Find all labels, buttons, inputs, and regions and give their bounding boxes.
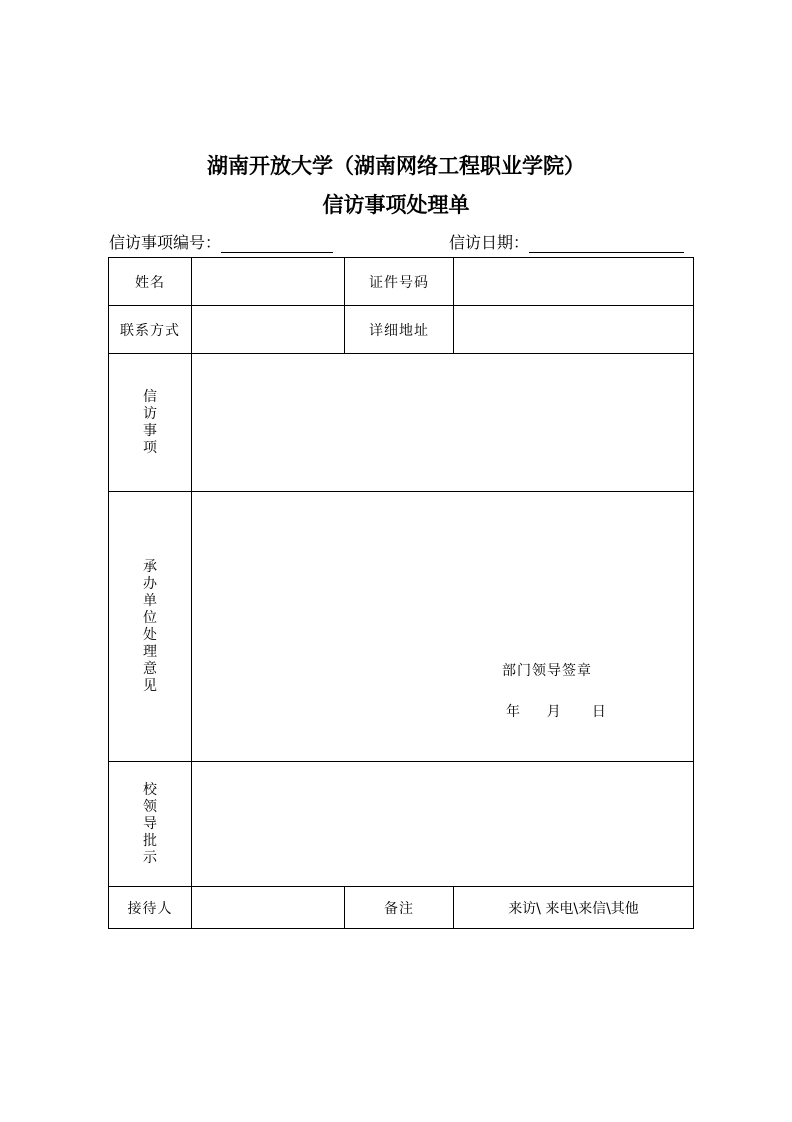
id-number-value-cell[interactable] xyxy=(454,258,694,306)
dept-opinion-label-cell xyxy=(109,492,192,762)
table-row xyxy=(109,762,694,887)
table-row xyxy=(109,492,694,762)
contact-label: 联系方式 xyxy=(109,306,192,354)
dept-leader-signature-label: 部门领导签章 xyxy=(502,663,592,679)
date-day: 日 xyxy=(591,704,606,720)
document-title: 湖南开放大学（湖南网络工程职业学院） xyxy=(207,153,585,178)
date-year: 年 xyxy=(506,704,520,720)
table-row xyxy=(109,354,694,492)
id-number-label: 证件号码 xyxy=(345,258,454,306)
dept-opinion-value-cell[interactable] xyxy=(192,492,694,762)
table-row xyxy=(109,887,694,929)
petition-matter-label: 信访事项 xyxy=(143,388,157,456)
receiver-label: 接待人 xyxy=(109,887,192,929)
dept-sign-date xyxy=(506,701,606,721)
table-row xyxy=(109,306,694,354)
dept-opinion-label: 承办单位处理意见 xyxy=(143,558,157,694)
document-subtitle: 信访事项处理单 xyxy=(322,192,470,217)
petition-date-field xyxy=(449,230,684,253)
receiver-value-cell[interactable] xyxy=(192,887,345,929)
petition-number-blank[interactable] xyxy=(221,234,333,253)
remark-label: 备注 xyxy=(345,887,454,929)
name-value-cell[interactable] xyxy=(192,258,345,306)
leader-instruction-label-cell xyxy=(109,762,192,887)
date-month: 月 xyxy=(546,704,561,720)
petition-date-label: 信访日期： xyxy=(449,233,530,252)
petition-date-blank[interactable] xyxy=(529,234,684,253)
remark-value: 来访\ 来电\来信\其他 xyxy=(454,887,694,929)
name-label: 姓名 xyxy=(109,258,192,306)
leader-instruction-value-cell[interactable] xyxy=(192,762,694,887)
petition-form-table xyxy=(108,257,694,929)
petition-matter-value-cell[interactable] xyxy=(192,354,694,492)
petition-number-label: 信访事项编号： xyxy=(109,233,222,252)
leader-instruction-label: 校领导批示 xyxy=(143,781,157,866)
contact-value-cell[interactable] xyxy=(192,306,345,354)
table-row xyxy=(109,258,694,306)
address-value-cell[interactable] xyxy=(454,306,694,354)
petition-number-field xyxy=(109,230,333,253)
petition-matter-label-cell xyxy=(109,354,192,492)
address-label: 详细地址 xyxy=(345,306,454,354)
